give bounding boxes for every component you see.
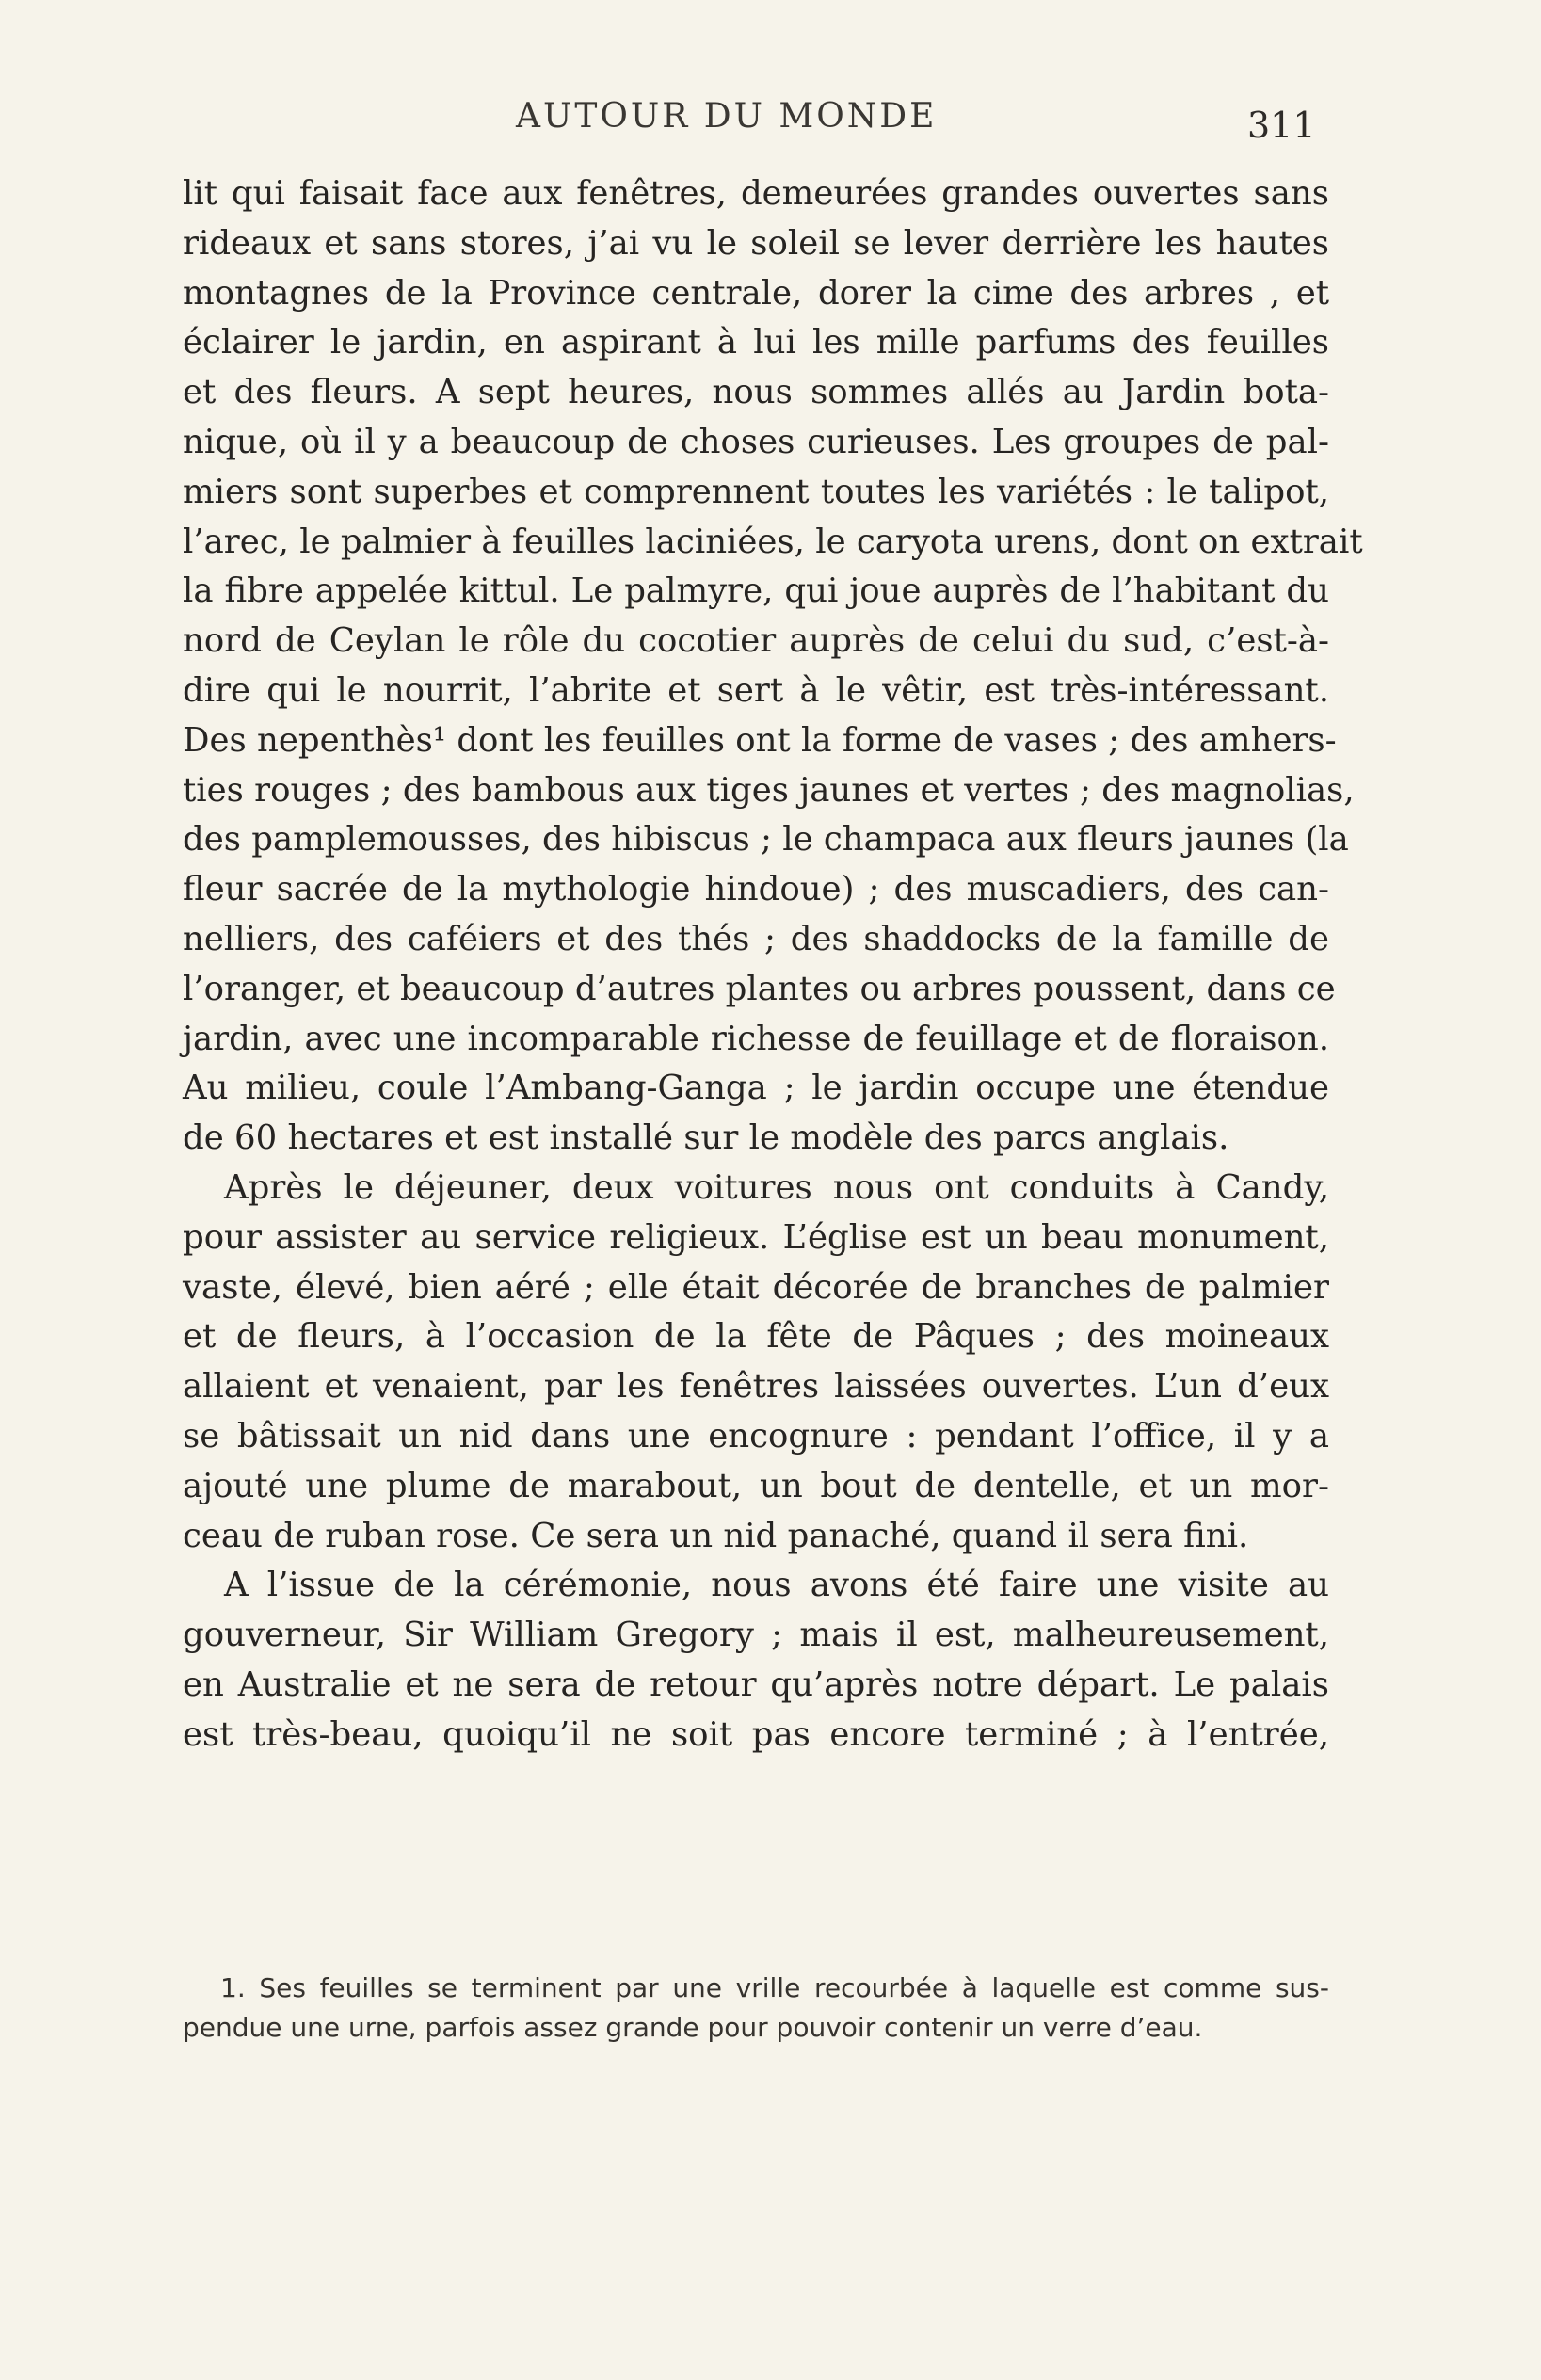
text-line: est très-beau, quoiqu’il ne soit pas encore terminé ; à l’entrée,	[183, 1714, 1329, 1754]
text-line: ajouté une plume de marabout, un bout de dentelle, et un mor-	[183, 1466, 1329, 1505]
text-line: A l’issue de la cérémonie, nous avons été faire une visite au	[224, 1566, 1329, 1605]
text-line: vaste, élevé, bien aéré ; elle était décorée de branches de palmier	[183, 1267, 1329, 1307]
running-head	[0, 97, 1541, 144]
footnote-line: 1. Ses feuilles se terminent par une vrille recourbée à laquelle est comme sus-	[220, 1972, 1329, 2003]
body-text	[183, 169, 1363, 1761]
text-line: pour assister au service religieux. L’église est un beau monument,	[183, 1217, 1329, 1257]
text-line: nord de Ceylan le rôle du cocotier auprès de celui du sud, c’est-à-	[183, 621, 1329, 661]
text-line: miers sont superbes et comprennent toutes les variétés : le talipot,	[183, 472, 1329, 511]
text-line: Des nepenthès¹ dont les feuilles ont la forme de vases ; des amhers-	[183, 720, 1337, 760]
text-line: montagnes de la Province centrale, dorer la cime des arbres , et	[183, 273, 1329, 313]
page-number: 311	[1247, 105, 1316, 146]
text-line: allaient et venaient, par les fenêtres laissées ouvertes. L’un d’eux	[183, 1367, 1329, 1407]
text-line: la fibre appelée kittul. Le palmyre, qui joue auprès de l’habitant du	[183, 571, 1329, 611]
text-line: ties rouges ; des bambous aux tiges jaunes et vertes ; des magnolias,	[183, 770, 1355, 810]
text-line: fleur sacrée de la mythologie hindoue) ; des muscadiers, des can-	[183, 870, 1329, 909]
text-line: ceau de ruban rose. Ce sera un nid panaché, quand il sera fini.	[183, 1516, 1249, 1555]
text-line: et des fleurs. A sept heures, nous sommes allés au Jardin bota-	[183, 373, 1329, 412]
text-line: Au milieu, coule l’Ambang-Ganga ; le jardin occupe une étendue	[183, 1069, 1329, 1108]
text-line: dire qui le nourrit, l’abrite et sert à le vêtir, est très-intéressant.	[183, 670, 1329, 710]
text-line: Après le déjeuner, deux voitures nous ont conduits à Candy,	[224, 1167, 1329, 1207]
text-line: nelliers, des caféiers et des thés ; des shaddocks de la famille de	[183, 919, 1329, 958]
text-line: gouverneur, Sir William Gregory ; mais il est, malheureusement,	[183, 1616, 1329, 1655]
text-line: en Australie et ne sera de retour qu’après notre départ. Le palais	[183, 1664, 1329, 1704]
footnote	[183, 1969, 1329, 2048]
text-line: des pamplemousses, des hibiscus ; le champaca aux fleurs jaunes (la	[183, 820, 1349, 860]
text-line: se bâtissait un nid dans une encognure : pendant l’office, il y a	[183, 1416, 1329, 1455]
text-line: l’arec, le palmier à feuilles laciniées, le caryota urens, dont on extrait	[183, 522, 1363, 561]
text-line: nique, où il y a beaucoup de choses curieuses. Les groupes de pal-	[183, 422, 1329, 461]
text-line: et de fleurs, à l’occasion de la fête de Pâques ; des moineaux	[183, 1317, 1329, 1357]
running-title: AUTOUR DU MONDE	[516, 97, 938, 136]
text-line: l’oranger, et beaucoup d’autres plantes ou arbres poussent, dans ce	[183, 969, 1336, 1008]
footnote-line: pendue une urne, parfois assez grande pour pouvoir contenir un verre d’eau.	[183, 2012, 1203, 2043]
text-line: lit qui faisait face aux fenêtres, demeurées grandes ouvertes sans	[183, 174, 1329, 213]
text-line: rideaux et sans stores, j’ai vu le soleil se lever derrière les hautes	[183, 223, 1329, 263]
text-line: éclairer le jardin, en aspirant à lui les mille parfums des feuilles	[183, 323, 1329, 362]
text-line: de 60 hectares et est installé sur le modèle des parcs anglais.	[183, 1118, 1229, 1158]
text-line: jardin, avec une incomparable richesse de feuillage et de floraison.	[183, 1019, 1329, 1058]
